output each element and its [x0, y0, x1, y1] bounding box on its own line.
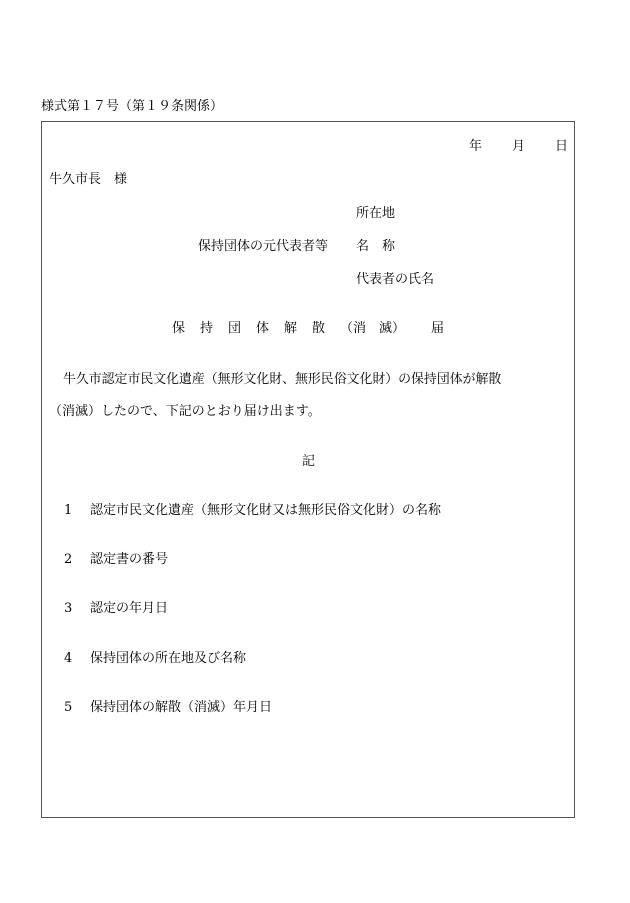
body-line-1: 牛久市認定市民文化遺産（無形文化財、無形民俗文化財）の保持団体が解散: [63, 372, 502, 387]
item-4-number: 4: [64, 651, 73, 666]
representative-label: 代表者の氏名: [356, 272, 435, 287]
title-char-1: 保: [172, 321, 186, 336]
item-3-number: 3: [64, 601, 73, 616]
title-char-2: 持: [200, 321, 214, 336]
applicant-role-label: 保持団体の元代表者等: [198, 239, 329, 254]
item-1-number: 1: [64, 503, 73, 518]
body-line-2: （消滅）したので、下記のとおり届け出ます。: [49, 404, 321, 419]
name-label: 名 称: [356, 239, 396, 254]
title-char-3: 団: [228, 321, 242, 336]
title-paren: （消 滅）: [340, 321, 406, 336]
ki-heading: 記: [302, 454, 316, 469]
item-4-label: 保持団体の所在地及び名称: [90, 651, 247, 666]
addressee: 牛久市長 様: [49, 172, 128, 187]
date-year: 年: [469, 139, 483, 154]
item-5-number: 5: [64, 700, 73, 715]
item-3-label: 認定の年月日: [90, 601, 169, 616]
date-month: 月: [512, 139, 526, 154]
form-number: 様式第１７号（第１９条関係）: [41, 99, 224, 114]
title-char-5: 解: [284, 321, 298, 336]
address-label: 所在地: [356, 206, 396, 221]
date-day: 日: [555, 139, 569, 154]
item-2-number: 2: [64, 552, 73, 567]
title-last: 届: [431, 321, 445, 336]
item-5-label: 保持団体の解散（消滅）年月日: [90, 700, 273, 715]
item-1-label: 認定市民文化遺産（無形文化財又は無形民俗文化財）の名称: [90, 503, 442, 518]
title-char-6: 散: [312, 321, 326, 336]
item-2-label: 認定書の番号: [90, 552, 169, 567]
title-char-4: 体: [256, 321, 270, 336]
